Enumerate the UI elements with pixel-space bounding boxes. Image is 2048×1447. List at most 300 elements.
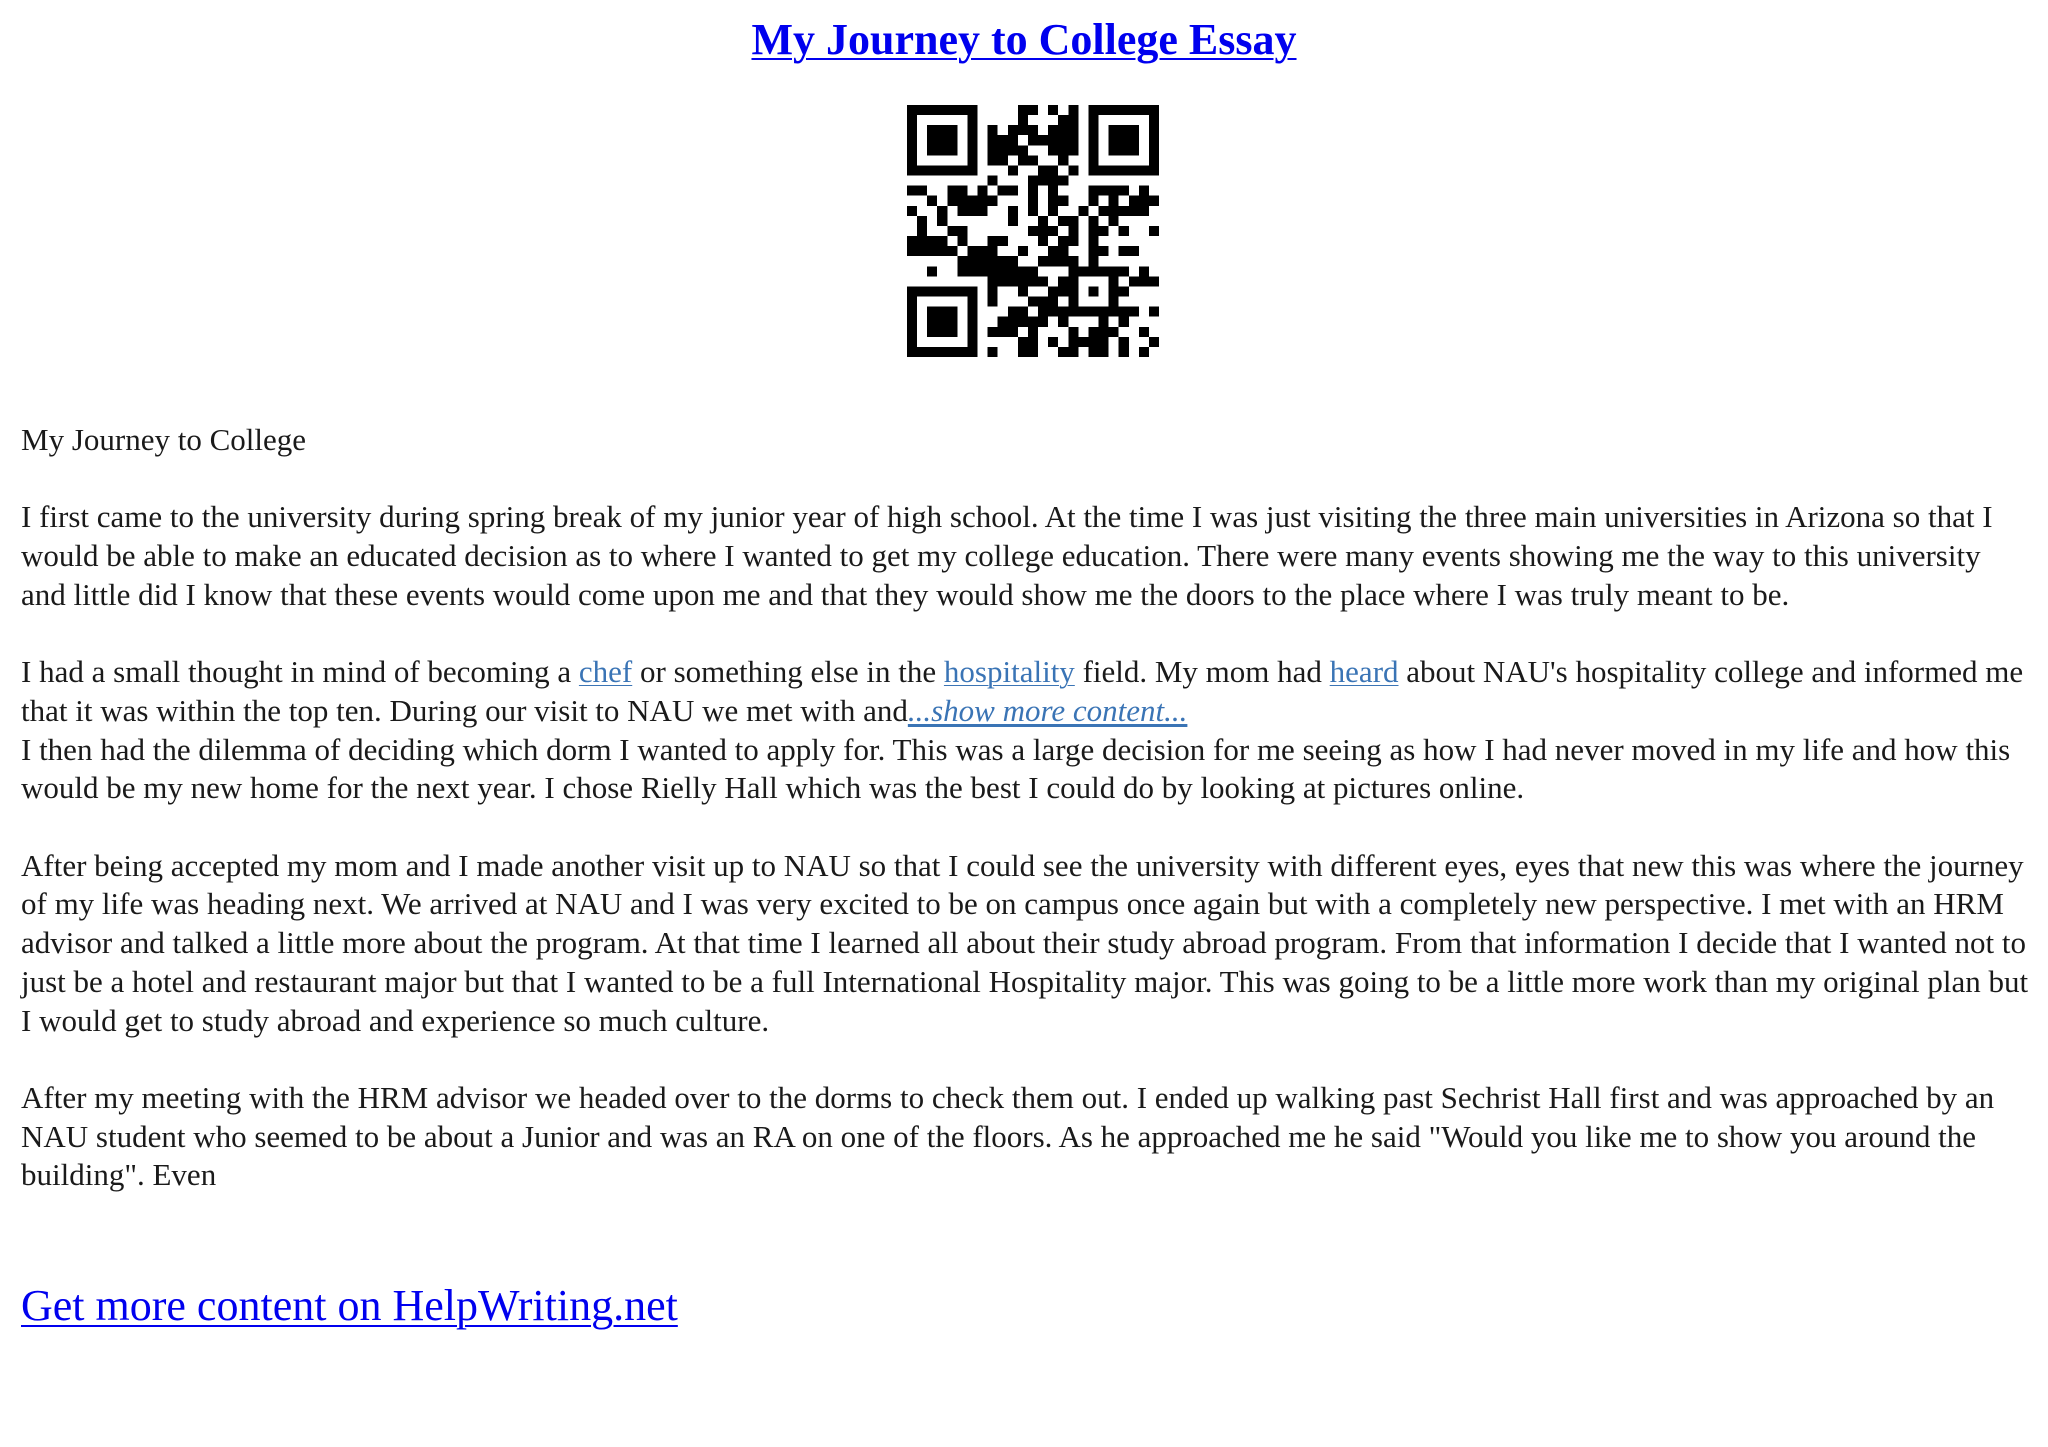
qr-module [1149, 226, 1159, 236]
qr-module [937, 145, 947, 155]
essay-paragraph-4: After being accepted my mom and I made another visit up to NAU so that I could see the university with different eyes, eyes that new this was where the journey of my life was heading next. We arrived at NAU and I was very excited to be on campus once again but with a completely new perspective. I met with an HRM advisor and talked a little more about the program. At that time I learned all about their study abroad program. From that information I decide that I wanted not to just be a hotel and restaurant major but that I wanted to be a full International Hospitality major. This was going to be a little more work than my original plan but I would get to study abroad and experience so much culture. [21, 847, 2029, 1038]
qr-module [1008, 327, 1018, 337]
essay-paragraph-3: I then had the dilemma of deciding which dorm I wanted to apply for. This was a large decision for me seeing as how I had never moved in my life and how this would be my new home for the next year. I chose Rielly Hall which was the best I could do by looking at pictures online. [21, 731, 2011, 806]
qr-module [1139, 196, 1149, 206]
qr-module [1129, 105, 1139, 115]
qr-module [937, 105, 947, 115]
qr-module [1149, 165, 1159, 175]
qr-module [1028, 176, 1038, 186]
qr-module [1068, 347, 1078, 357]
qr-module [907, 145, 917, 155]
qr-module [907, 186, 917, 196]
qr-module [1068, 236, 1078, 246]
qr-module [1129, 276, 1139, 286]
qr-module [947, 286, 957, 296]
paragraph-text: I had a small thought in mind of becoming a [21, 654, 579, 690]
qr-module [1099, 327, 1109, 337]
qr-module [1109, 135, 1119, 145]
qr-module [917, 105, 927, 115]
qr-module [1139, 276, 1149, 286]
qr-module [1099, 165, 1109, 175]
qr-module [988, 347, 998, 357]
qr-module [1028, 186, 1038, 196]
qr-module [1078, 337, 1088, 347]
qr-module [998, 236, 1008, 246]
qr-module [1149, 276, 1159, 286]
qr-module [967, 246, 977, 256]
qr-module [1008, 266, 1018, 276]
qr-module [978, 186, 988, 196]
qr-module [1109, 266, 1119, 276]
qr-module [927, 135, 937, 145]
qr-module [1028, 297, 1038, 307]
qr-module [1028, 276, 1038, 286]
qr-module [1008, 317, 1018, 327]
qr-module [1129, 196, 1139, 206]
qr-module [937, 327, 947, 337]
qr-module [907, 286, 917, 296]
qr-module [1119, 347, 1129, 357]
qr-module [947, 327, 957, 337]
qr-module [1058, 216, 1068, 226]
qr-module [1109, 145, 1119, 155]
qr-module [1028, 337, 1038, 347]
qr-module [937, 125, 947, 135]
paragraph-text: field. My mom had [1074, 654, 1330, 690]
qr-module [1088, 216, 1098, 226]
qr-module [917, 286, 927, 296]
qr-module [1048, 297, 1058, 307]
qr-module [1099, 317, 1109, 327]
qr-module [947, 135, 957, 145]
qr-module [1119, 337, 1129, 347]
qr-module [967, 206, 977, 216]
qr-module [1119, 186, 1129, 196]
qr-module [907, 206, 917, 216]
qr-module [1028, 347, 1038, 357]
qr-module [957, 206, 967, 216]
qr-module [1139, 206, 1149, 216]
qr-module [1058, 286, 1068, 296]
qr-module [927, 286, 937, 296]
qr-module [1068, 337, 1078, 347]
qr-module [1038, 216, 1048, 226]
qr-module [988, 196, 998, 206]
qr-module [1109, 206, 1119, 216]
qr-module [1099, 307, 1109, 317]
qr-module [988, 135, 998, 145]
qr-module [967, 337, 977, 347]
qr-module [1119, 135, 1129, 145]
qr-module [1149, 105, 1159, 115]
qr-module [1068, 256, 1078, 266]
essay-paragraph-2 [21, 653, 2031, 730]
qr-module [1088, 327, 1098, 337]
qr-module [1088, 286, 1098, 296]
qr-module [1078, 266, 1088, 276]
heard-link[interactable]: heard [1329, 654, 1399, 690]
qr-module [947, 226, 957, 236]
qr-module [1088, 165, 1098, 175]
qr-module [1008, 125, 1018, 135]
qr-module [907, 125, 917, 135]
qr-module [988, 155, 998, 165]
qr-module [907, 347, 917, 357]
qr-module [1048, 165, 1058, 175]
qr-module [927, 145, 937, 155]
qr-module [988, 327, 998, 337]
essay-body [21, 421, 2031, 1195]
qr-module [1048, 307, 1058, 317]
qr-module [1119, 246, 1129, 256]
qr-module [947, 105, 957, 115]
qr-module [1018, 105, 1028, 115]
qr-module [1068, 307, 1078, 317]
qr-module [917, 226, 927, 236]
qr-module [1008, 276, 1018, 286]
qr-module [1129, 165, 1139, 175]
qr-module [1028, 327, 1038, 337]
qr-module [957, 286, 967, 296]
qr-module [1119, 286, 1129, 296]
qr-module [1008, 145, 1018, 155]
qr-code-icon [907, 105, 1159, 357]
qr-module [927, 105, 937, 115]
qr-module [1129, 307, 1139, 317]
qr-module [1119, 206, 1129, 216]
qr-module [937, 165, 947, 175]
qr-module [1109, 307, 1119, 317]
qr-module [1099, 186, 1109, 196]
qr-module [1018, 155, 1028, 165]
qr-module [967, 347, 977, 357]
qr-module [1068, 266, 1078, 276]
qr-module [1038, 236, 1048, 246]
essay-title-link[interactable]: My Journey to College Essay [751, 15, 1297, 64]
qr-module [907, 165, 917, 175]
qr-module [988, 246, 998, 256]
qr-module [1088, 337, 1098, 347]
qr-module [1008, 186, 1018, 196]
qr-module [957, 256, 967, 266]
qr-module [1139, 165, 1149, 175]
qr-module [1018, 276, 1028, 286]
qr-module [907, 327, 917, 337]
qr-module [937, 307, 947, 317]
qr-module [927, 125, 937, 135]
qr-module [917, 216, 927, 226]
qr-module [957, 105, 967, 115]
qr-module [907, 105, 917, 115]
qr-module [1099, 226, 1109, 236]
qr-module [967, 307, 977, 317]
qr-module [1048, 125, 1058, 135]
qr-module [1109, 105, 1119, 115]
qr-module [967, 256, 977, 266]
qr-module [1028, 226, 1038, 236]
qr-module [1068, 125, 1078, 135]
qr-module [1149, 196, 1159, 206]
qr-module [1048, 145, 1058, 155]
qr-module [978, 246, 988, 256]
qr-module [917, 236, 927, 246]
qr-module [998, 317, 1008, 327]
qr-module [998, 135, 1008, 145]
qr-module [1018, 317, 1028, 327]
qr-module [1129, 246, 1139, 256]
qr-module [947, 125, 957, 135]
qr-module [1139, 327, 1149, 337]
qr-module [1119, 266, 1129, 276]
qr-module [927, 236, 937, 246]
qr-module [1068, 276, 1078, 286]
show-more-link[interactable]: ...show more content... [907, 692, 1188, 728]
qr-module [988, 256, 998, 266]
qr-module [967, 165, 977, 175]
qr-module [1028, 266, 1038, 276]
qr-module [998, 276, 1008, 286]
qr-module [937, 206, 947, 216]
qr-module [957, 236, 967, 246]
essay-paragraph-1: I first came to the university during spring break of my junior year of high school. At the time I was just visiting the three main universities in Arizona so that I would be able to make an educated decision as to where I wanted to get my college education. There were many events showing me the way to this university and little did I know that these events would come upon me and that they would show me the doors to the place where I was truly meant to be. [21, 499, 1993, 612]
qr-module [907, 236, 917, 246]
qr-module [957, 266, 967, 276]
qr-module [967, 155, 977, 165]
qr-module [937, 135, 947, 145]
qr-module [947, 307, 957, 317]
qr-module [1099, 347, 1109, 357]
qr-module [1038, 256, 1048, 266]
qr-module [988, 297, 998, 307]
qr-module [1088, 145, 1098, 155]
qr-module [957, 347, 967, 357]
qr-module [907, 307, 917, 317]
qr-module [978, 206, 988, 216]
qr-module [947, 186, 957, 196]
qr-module [1109, 276, 1119, 286]
qr-module [1008, 135, 1018, 145]
qr-module [1048, 206, 1058, 216]
qr-module [1018, 286, 1028, 296]
qr-module [1028, 317, 1038, 327]
qr-module [937, 216, 947, 226]
qr-module [1088, 256, 1098, 266]
qr-module [1028, 125, 1038, 135]
qr-module [947, 347, 957, 357]
qr-module [1088, 236, 1098, 246]
qr-module [1058, 145, 1068, 155]
hospitality-link[interactable]: hospitality [943, 654, 1075, 690]
qr-module [927, 307, 937, 317]
qr-module [957, 165, 967, 175]
qr-module [927, 317, 937, 327]
qr-module [1068, 105, 1078, 115]
qr-module [937, 347, 947, 357]
qr-module [957, 186, 967, 196]
qr-module [927, 347, 937, 357]
qr-module [907, 337, 917, 347]
qr-module [1119, 125, 1129, 135]
qr-module [1099, 246, 1109, 256]
qr-module [998, 327, 1008, 337]
essay-paragraph-5: After my meeting with the HRM advisor we headed over to the dorms to check them out. I ended up walking past Sechrist Hall first and was approached by an NAU student who seemed to be about a Junior and was an RA on one of the floors. As he approached me he said "Would you like me to show you around the building". Even [21, 1079, 1995, 1193]
qr-module [907, 297, 917, 307]
qr-module [1119, 105, 1129, 115]
qr-module [957, 196, 967, 206]
get-more-content-link[interactable]: Get more content on HelpWriting.net [21, 1281, 678, 1330]
qr-module [978, 256, 988, 266]
qr-module [1028, 105, 1038, 115]
qr-module [1048, 135, 1058, 145]
qr-module [988, 236, 998, 246]
qr-module [988, 266, 998, 276]
qr-module [1109, 125, 1119, 135]
qr-module [1028, 206, 1038, 216]
essay-heading: My Journey to College [21, 422, 306, 457]
qr-module [1038, 297, 1048, 307]
qr-module [1088, 226, 1098, 236]
qr-module [907, 246, 917, 256]
qr-module [967, 266, 977, 276]
qr-module [1008, 216, 1018, 226]
qr-module [1078, 206, 1088, 216]
qr-module [1068, 286, 1078, 296]
qr-module [1139, 347, 1149, 357]
qr-module [1048, 226, 1058, 236]
qr-module [1088, 246, 1098, 256]
qr-module [978, 196, 988, 206]
qr-module [1109, 165, 1119, 175]
qr-module [1099, 206, 1109, 216]
qr-module [917, 186, 927, 196]
qr-module [1048, 186, 1058, 196]
qr-module [1139, 186, 1149, 196]
qr-module [1088, 186, 1098, 196]
qr-module [1149, 155, 1159, 165]
qr-module [927, 196, 937, 206]
qr-module [947, 165, 957, 175]
qr-module [967, 135, 977, 145]
paragraph-text: or something else in the [632, 654, 944, 690]
qr-module [1149, 307, 1159, 317]
qr-module [1068, 135, 1078, 145]
qr-module [1088, 155, 1098, 165]
qr-module [1038, 176, 1048, 186]
qr-module [1058, 317, 1068, 327]
qr-module [1068, 115, 1078, 125]
qr-module [907, 115, 917, 125]
qr-module [1018, 347, 1028, 357]
qr-module [1129, 145, 1139, 155]
qr-module [1018, 115, 1028, 125]
qr-module [1139, 266, 1149, 276]
qr-module [1088, 307, 1098, 317]
qr-module [1038, 165, 1048, 175]
qr-module [947, 317, 957, 327]
qr-module [1068, 226, 1078, 236]
qr-module [988, 125, 998, 135]
qr-module [1109, 286, 1119, 296]
qr-module [1088, 105, 1098, 115]
qr-module [1048, 176, 1058, 186]
qr-module [1058, 176, 1068, 186]
qr-module [1038, 317, 1048, 327]
cta-container [21, 1280, 678, 1331]
qr-module [1119, 307, 1129, 317]
qr-module [998, 145, 1008, 155]
qr-module [1109, 327, 1119, 337]
qr-module [1099, 337, 1109, 347]
qr-module [1058, 256, 1068, 266]
qr-module [1088, 347, 1098, 357]
qr-module [1078, 307, 1088, 317]
qr-module [1119, 145, 1129, 155]
qr-module [998, 256, 1008, 266]
qr-module [1068, 165, 1078, 175]
qr-module [1088, 115, 1098, 125]
qr-module [1088, 125, 1098, 135]
qr-module [967, 297, 977, 307]
qr-module [1088, 196, 1098, 206]
qr-module [1058, 236, 1068, 246]
qr-module [937, 286, 947, 296]
qr-module [1038, 226, 1048, 236]
chef-link[interactable]: chef [578, 654, 633, 690]
qr-module [917, 347, 927, 357]
qr-module [998, 186, 1008, 196]
qr-module [1058, 135, 1068, 145]
qr-module [988, 145, 998, 155]
qr-module [978, 266, 988, 276]
qr-module [947, 246, 957, 256]
qr-module [1088, 266, 1098, 276]
qr-module [937, 317, 947, 327]
qr-module [1018, 337, 1028, 347]
qr-module [1149, 115, 1159, 125]
qr-module [1018, 266, 1028, 276]
qr-module [1149, 337, 1159, 347]
qr-module [988, 286, 998, 296]
qr-module [1119, 165, 1129, 175]
qr-module [1018, 246, 1028, 256]
qr-module [907, 135, 917, 145]
qr-module [947, 196, 957, 206]
qr-module [1119, 226, 1129, 236]
qr-module [1068, 145, 1078, 155]
qr-module [927, 165, 937, 175]
qr-module [1058, 115, 1068, 125]
qr-module [1018, 125, 1028, 135]
qr-module [1048, 337, 1058, 347]
qr-module [1109, 216, 1119, 226]
qr-module [1149, 135, 1159, 145]
qr-module [1038, 135, 1048, 145]
qr-module [1008, 256, 1018, 266]
qr-module [967, 115, 977, 125]
qr-module [998, 266, 1008, 276]
qr-module [947, 145, 957, 155]
qr-module [1018, 307, 1028, 317]
qr-module [967, 125, 977, 135]
qr-module [1068, 327, 1078, 337]
qr-module [967, 145, 977, 155]
qr-module [1008, 206, 1018, 216]
qr-module [1109, 196, 1119, 206]
qr-module [927, 327, 937, 337]
qr-module [1068, 216, 1078, 226]
qr-module [1048, 286, 1058, 296]
qr-module [967, 196, 977, 206]
